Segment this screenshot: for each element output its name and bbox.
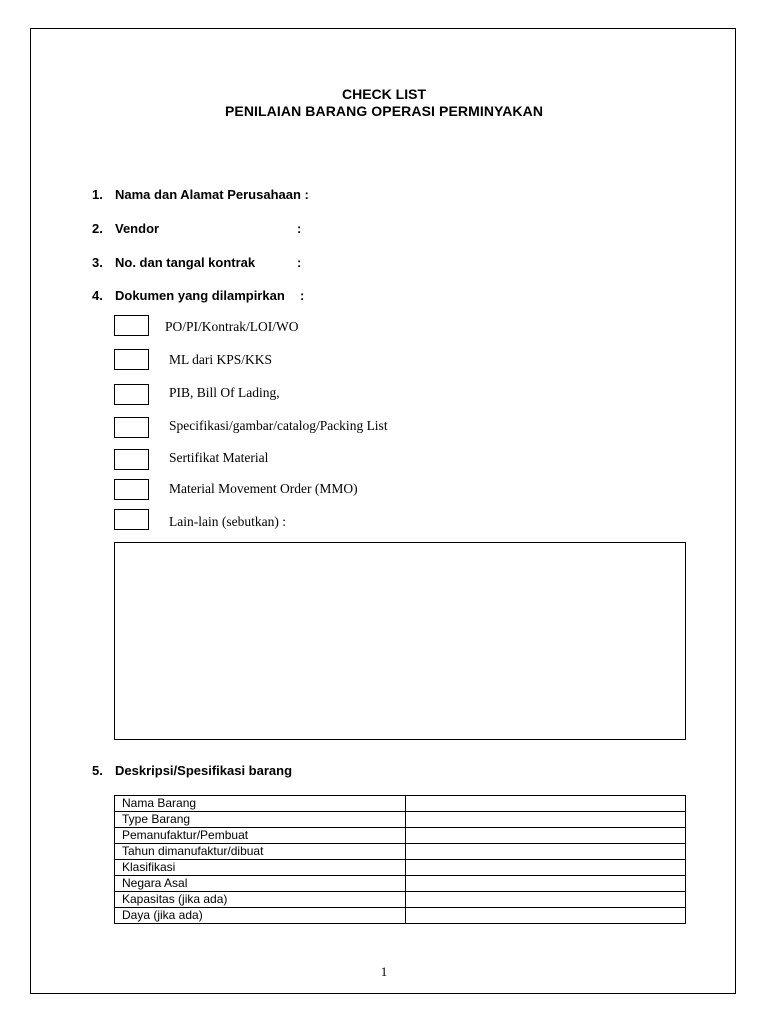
checkbox-label: Material Movement Order (MMO) — [169, 481, 358, 496]
table-cell-label: Nama Barang — [115, 796, 406, 812]
table-cell-label: Pemanufaktur/Pembuat — [115, 828, 406, 844]
table-row — [115, 844, 686, 860]
table-cell-label: Negara Asal — [115, 876, 406, 892]
table-cell-value[interactable] — [406, 892, 686, 908]
table-row — [115, 828, 686, 844]
table-cell-label: Type Barang — [115, 812, 406, 828]
checkbox-pib-bill-of-lading[interactable] — [114, 384, 149, 405]
table-cell-value[interactable] — [406, 796, 686, 812]
table-row — [115, 892, 686, 908]
question-item-description — [92, 763, 292, 778]
checkbox-label: Lain-lain (sebutkan) : — [169, 514, 286, 529]
question-label: No. dan tangal kontrak — [115, 255, 256, 270]
table-cell-value[interactable] — [406, 860, 686, 876]
document-title: CHECK LIST — [342, 86, 426, 102]
checkbox-label: Sertifikat Material — [169, 450, 269, 465]
question-number: 5. — [92, 763, 103, 778]
question-number: 1. — [92, 187, 103, 202]
checkbox-material-movement-order[interactable] — [114, 479, 149, 500]
table-cell-label: Klasifikasi — [115, 860, 406, 876]
question-number: 3. — [92, 255, 103, 270]
checkbox-label: PIB, Bill Of Lading, — [169, 385, 280, 400]
question-number: 2. — [92, 221, 103, 236]
table-row — [115, 876, 686, 892]
question-label: Deskripsi/Spesifikasi barang — [115, 763, 293, 778]
table-cell-value[interactable] — [406, 812, 686, 828]
table-row — [115, 796, 686, 812]
question-colon: : — [297, 221, 302, 236]
question-label: Dokumen yang dilampirkan — [115, 288, 285, 303]
table-row — [115, 908, 686, 924]
document-subtitle: PENILAIAN BARANG OPERASI PERMINYAKAN — [224, 103, 544, 119]
table-row — [115, 812, 686, 828]
question-vendor — [92, 221, 302, 236]
table-cell-value[interactable] — [406, 908, 686, 924]
question-attached-documents — [92, 288, 305, 303]
checkbox-ml-kps-kks[interactable] — [114, 349, 149, 370]
checkbox-specification-packing-list[interactable] — [114, 417, 149, 438]
question-number: 4. — [92, 288, 103, 303]
question-contract-number-date — [92, 255, 302, 270]
checkbox-po-pi-contract[interactable] — [114, 315, 149, 336]
table-cell-label: Daya (jika ada) — [115, 908, 406, 924]
checkbox-other[interactable] — [114, 509, 149, 530]
question-label: Vendor — [115, 221, 160, 236]
question-company-name-address — [92, 187, 309, 202]
checkbox-label: PO/PI/Kontrak/LOI/WO — [165, 319, 299, 334]
table-cell-value[interactable] — [406, 876, 686, 892]
question-colon: : — [297, 255, 302, 270]
table-cell-value[interactable] — [406, 844, 686, 860]
table-row — [115, 860, 686, 876]
table-cell-label: Tahun dimanufaktur/dibuat — [115, 844, 406, 860]
checkbox-material-certificate[interactable] — [114, 449, 149, 470]
table-cell-value[interactable] — [406, 828, 686, 844]
item-specification-table — [114, 795, 686, 924]
page-number: 1 — [380, 964, 388, 979]
table-cell-label: Kapasitas (jika ada) — [115, 892, 406, 908]
question-colon: : — [300, 288, 305, 303]
checkbox-label: ML dari KPS/KKS — [169, 352, 273, 367]
question-label: Nama dan Alamat Perusahaan : — [115, 187, 309, 202]
checkbox-label: Specifikasi/gambar/catalog/Packing List — [169, 418, 388, 433]
other-documents-notes-box[interactable] — [114, 542, 686, 740]
